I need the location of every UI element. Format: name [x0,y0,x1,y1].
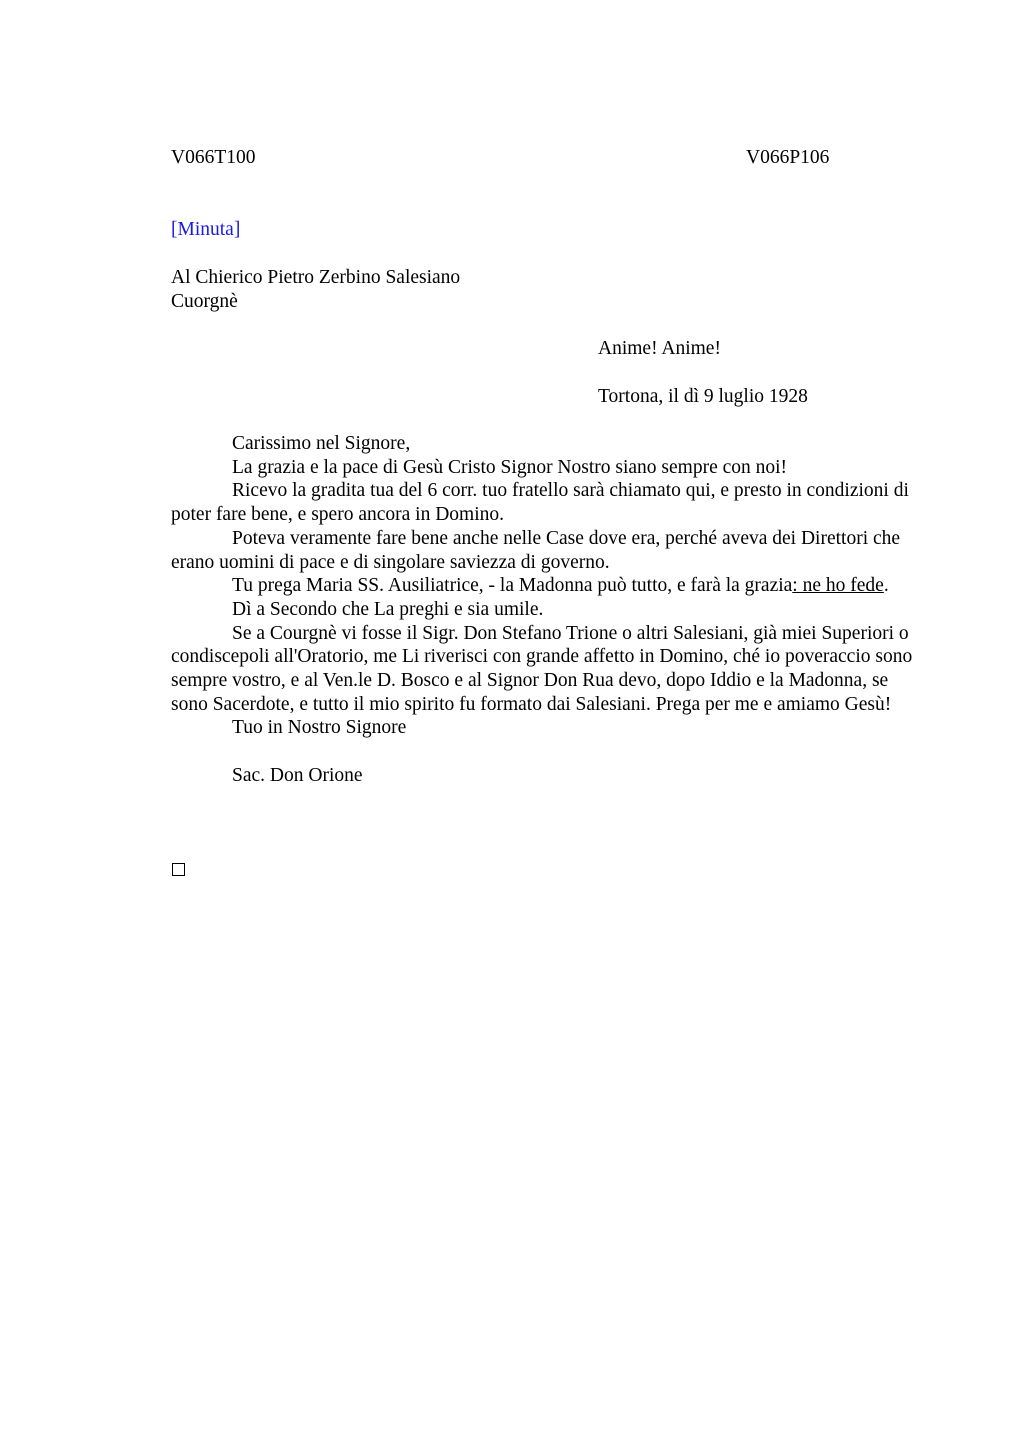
motto: Anime! Anime! [598,338,721,359]
paragraph-5: Dì a Secondo che La preghi e sia umile. [232,598,544,620]
paragraph-6: Se a Courgnè vi fosse il Sigr. Don Stefano Trione o altri Salesiani, già miei Superiori o condiscepoli all'Oratorio, me Li riverisci con grande affetto in Domino, ché io poveraccio sono sempre vostro, e al Ven.le D. Bosco e al Signor Don Rua devo, dopo Iddio e la Madonna, se sono Sacerdote, e tutto il mio spirito fu formato dai Salesiani. Prega per me e amiamo Gesù! [171,622,913,715]
paragraph-1: La grazia e la pace di Gesù Cristo Signor Nostro siano sempre con noi! [232,456,788,478]
header-left-code: V066T100 [171,147,256,168]
square-icon [172,863,185,876]
minuta-label: [Minuta] [171,219,241,240]
header-right-code: V066P106 [746,147,830,168]
salutation: Carissimo nel Signore, [232,433,411,454]
letter-body [171,432,916,788]
paragraph-3: Poteva veramente fare bene anche nelle Case dove era, perché aveva dei Direttori che erano uomini di pace e di singolare saviezza di governo. [171,527,901,573]
paragraph-4-end: . [883,575,889,597]
spacer [171,740,916,764]
paragraph-4-text: Tu prega Maria SS. Ausiliatrice, - la Madonna può tutto, e farà la grazia [232,575,793,597]
signature: Sac. Don Orione [232,764,363,786]
paragraph-4 [171,574,916,598]
paragraph-4-underlined: : ne ho fede [792,575,884,597]
paragraph-2: Ricevo la gradita tua del 6 corr. tuo fratello sarà chiamato qui, e presto in condizioni di poter fare bene, e spero ancora in Domino. [171,480,909,526]
place-date: Tortona, il dì 9 luglio 1928 [598,386,808,407]
address-line-1: Al Chierico Pietro Zerbino Salesiano [171,267,461,288]
closing: Tuo in Nostro Signore [232,717,407,739]
address-line-2: Cuorgnè [171,291,238,312]
